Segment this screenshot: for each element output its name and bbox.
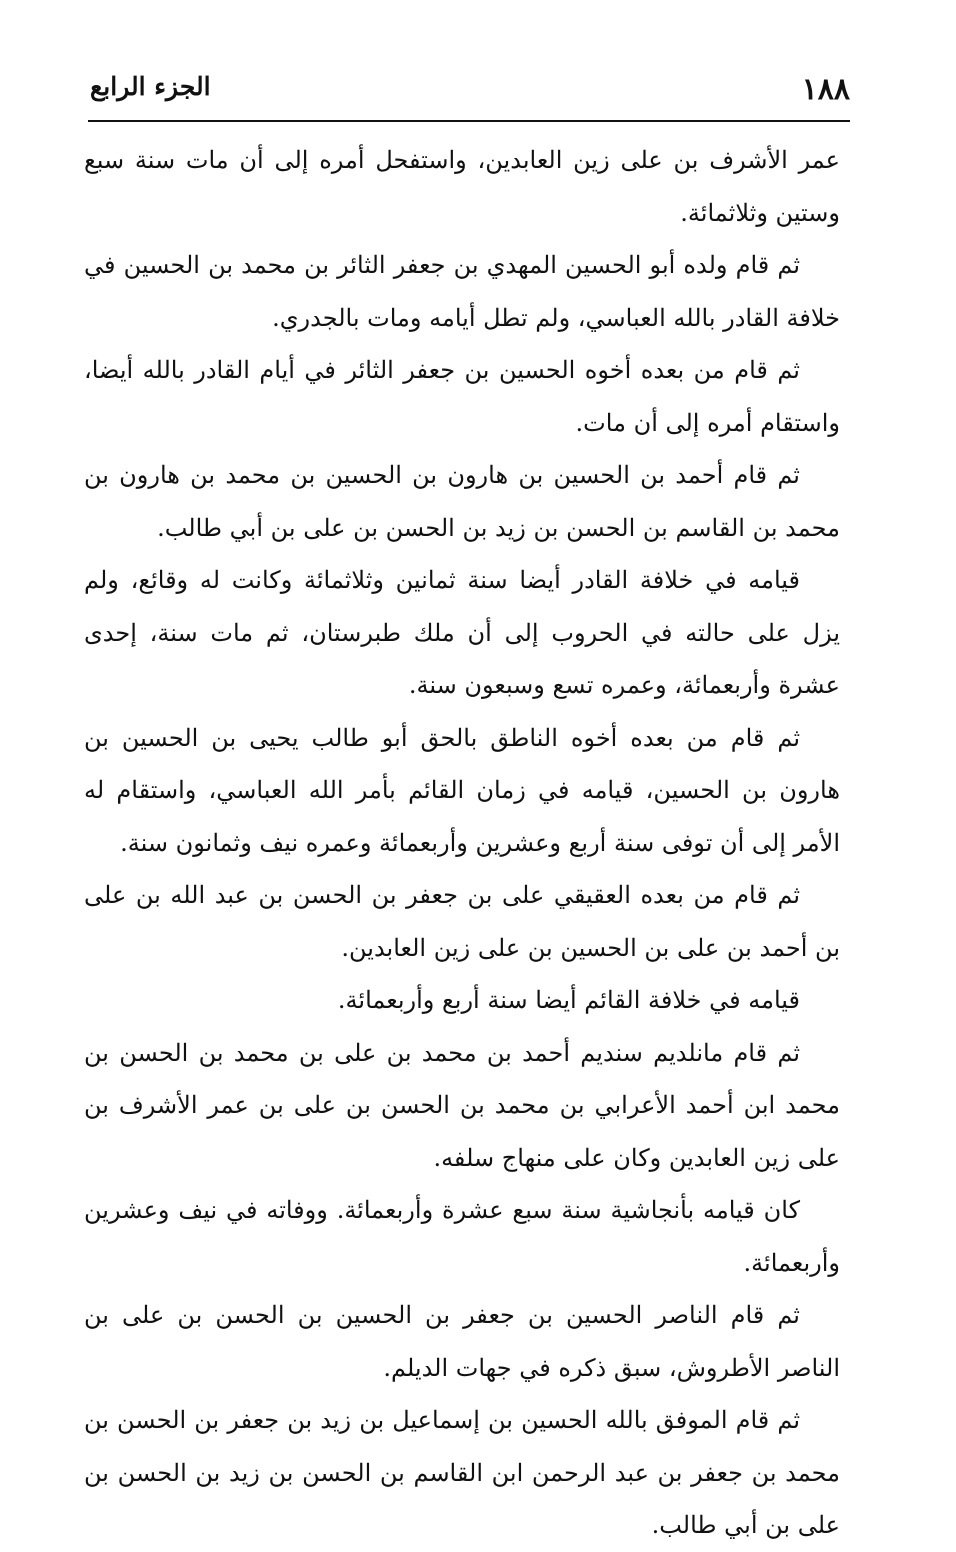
paragraph: ثم قام من بعده أخوه الناطق بالحق أبو طالب يحيى بن الحسين بن هارون بن الحسين، قيامه في زمان القائم بأمر الله العباسي، واستقام له الأمر إلى أن توفى سنة أربع وعشرين وأربعمائة وعمره نيف وثمانون سنة. bbox=[84, 723, 840, 857]
paragraph: ثم قام من بعده أخوه الحسين بن جعفر الثائر في أيام القادر بالله أيضا، واستقام أمره إلى أن مات. bbox=[84, 356, 840, 437]
paragraph: ثم قام الموفق بالله الحسين بن إسماعيل بن زيد بن جعفر بن الحسن بن محمد بن جعفر بن عبد الرحمن ابن القاسم بن الحسن بن زيد بن الحسن بن على بن أبي طالب. bbox=[84, 1406, 840, 1539]
paragraph: قيامه في خلافة القائم أيضا سنة أربع وأربعمائة. bbox=[337, 986, 800, 1014]
body-text bbox=[84, 134, 840, 1552]
paragraph: ثم قام أحمد بن الحسين بن هارون بن الحسين بن محمد بن هارون بن محمد بن القاسم بن الحسن بن زيد بن الحسن بن على بن أبي طالب. bbox=[84, 461, 840, 542]
page-header bbox=[90, 68, 850, 116]
paragraph: قيامه في خلافة القادر أيضا سنة ثمانين وثلاثمائة وكانت له وقائع، ولم يزل على حالته في الحروب إلى أن ملك طبرستان، ثم مات سنة، إحدى عشرة وأربعمائة، وعمره تسع وسبعون سنة. bbox=[84, 566, 840, 699]
paragraph: كان قيامه بأنجاشية سنة سبع عشرة وأربعمائة. ووفاته في نيف وعشرين وأربعمائة. bbox=[84, 1196, 840, 1277]
running-title: الجزء الرابع bbox=[90, 72, 211, 101]
paragraph: ثم قام الناصر الحسين بن جعفر بن الحسين بن الحسن بن على بن الناصر الأطروش، سبق ذكره في جهات الديلم. bbox=[84, 1301, 840, 1382]
header-rule bbox=[88, 120, 850, 122]
paragraph: ثم قام مانلديم سنديم أحمد بن محمد بن على بن محمد بن الحسن بن محمد ابن أحمد الأعرابي بن محمد بن الحسن بن على بن عمر الأشرف بن على زين العابدين وكان على منهاج سلفه. bbox=[84, 1038, 840, 1172]
page-number: ١٨٨ bbox=[801, 72, 850, 107]
paragraph: ثم قام من بعده العقيقي على بن جعفر بن الحسن بن عبد الله بن على بن أحمد بن على بن الحسين بن على زين العابدين. bbox=[84, 881, 840, 962]
paragraph: عمر الأشرف بن على زين العابدين، واستفحل أمره إلى أن مات سنة سبع وستين وثلاثمائة. bbox=[84, 146, 840, 227]
paragraph: ثم قام ولده أبو الحسين المهدي بن جعفر الثائر بن محمد بن الحسين في خلافة القادر بالله العباسي، ولم تطل أيامه ومات بالجدري. bbox=[84, 251, 840, 332]
